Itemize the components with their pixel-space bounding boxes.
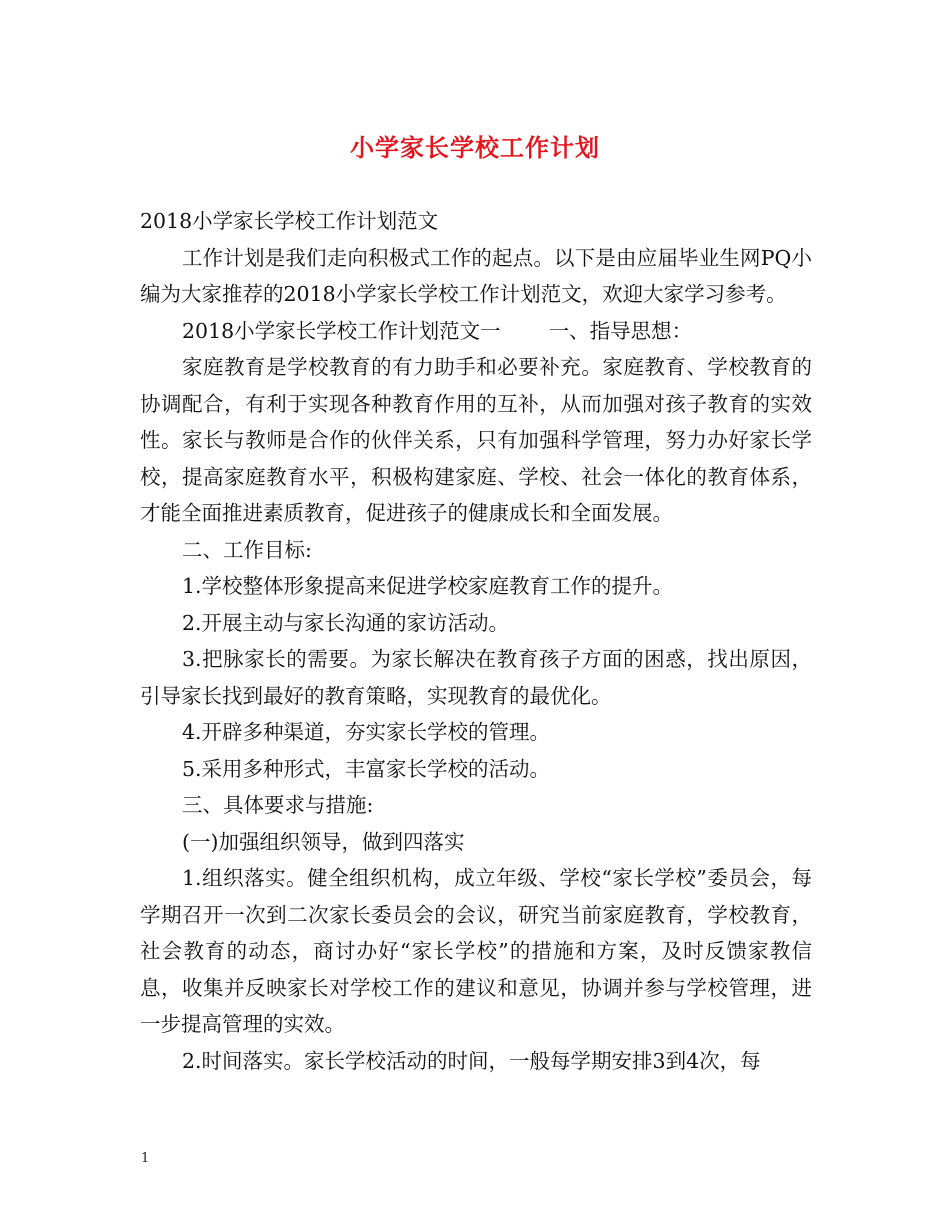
page-number: 1	[141, 1151, 150, 1166]
goal-item-2: 2.开展主动与家长沟通的家访活动。	[182, 610, 510, 635]
goal-item-5: 5.采用多种形式，丰富家长学校的活动。	[182, 756, 551, 781]
section-label: 2018小学家长学校工作计划范文一	[182, 318, 501, 343]
section-label-line	[140, 313, 812, 350]
measure-2-paragraph: 2.时间落实。家长学校活动的时间，一般每学期安排3到4次，每	[182, 1048, 761, 1073]
document-subtitle: 2018小学家长学校工作计划范文	[140, 209, 439, 233]
goal-item-4: 4.开辟多种渠道，夯实家长学校的管理。	[182, 720, 551, 744]
document-body	[140, 203, 812, 1079]
section2-heading: 二、工作目标:	[182, 537, 312, 562]
measure-1-paragraph: 1.组织落实。健全组织机构，成立年级、学校“家长学校”委员会，每学期召开一次到二次家长委员会的会议，研究当前家庭教育，学校教育，社会教育的动态，商讨办好“家长学校”的措施和方案，及时反馈家教信息，收集并反映家长对学校工作的建议和意见，协调并参与学校管理，进一步提高管理的实效。	[140, 866, 812, 1036]
goal-item-1: 1.学校整体形象提高来促进学校家庭教育工作的提升。	[182, 574, 674, 598]
section1-heading: 一、指导思想：	[548, 318, 693, 343]
intro-paragraph: 工作计划是我们走向积极式工作的起点。以下是由应届毕业生网PQ小编为大家推荐的2018小学家长学校工作计划范文，欢迎大家学习参考。	[140, 245, 812, 306]
section3-heading: 三、具体要求与措施:	[182, 793, 374, 817]
goal-item-3: 3.把脉家长的需要。为家长解决在教育孩子方面的困惑，找出原因，引导家长找到最好的教育策略，实现教育的最优化。	[140, 647, 812, 708]
document-title: 小学家长学校工作计划	[350, 133, 600, 162]
subsection1-heading: (一)加强组织领导，做到四落实	[182, 829, 465, 854]
guiding-thought-paragraph: 家庭教育是学校教育的有力助手和必要补充。家庭教育、学校教育的协调配合，有利于实现各种教育作用的互补，从而加强对孩子教育的实效性。家长与教师是合作的伙伴关系，只有加强科学管理，努力办好家长学校，提高家庭教育水平，积极构建家庭、学校、社会一体化的教育体系，才能全面推进素质教育，促进孩子的健康成长和全面发展。	[140, 355, 812, 525]
